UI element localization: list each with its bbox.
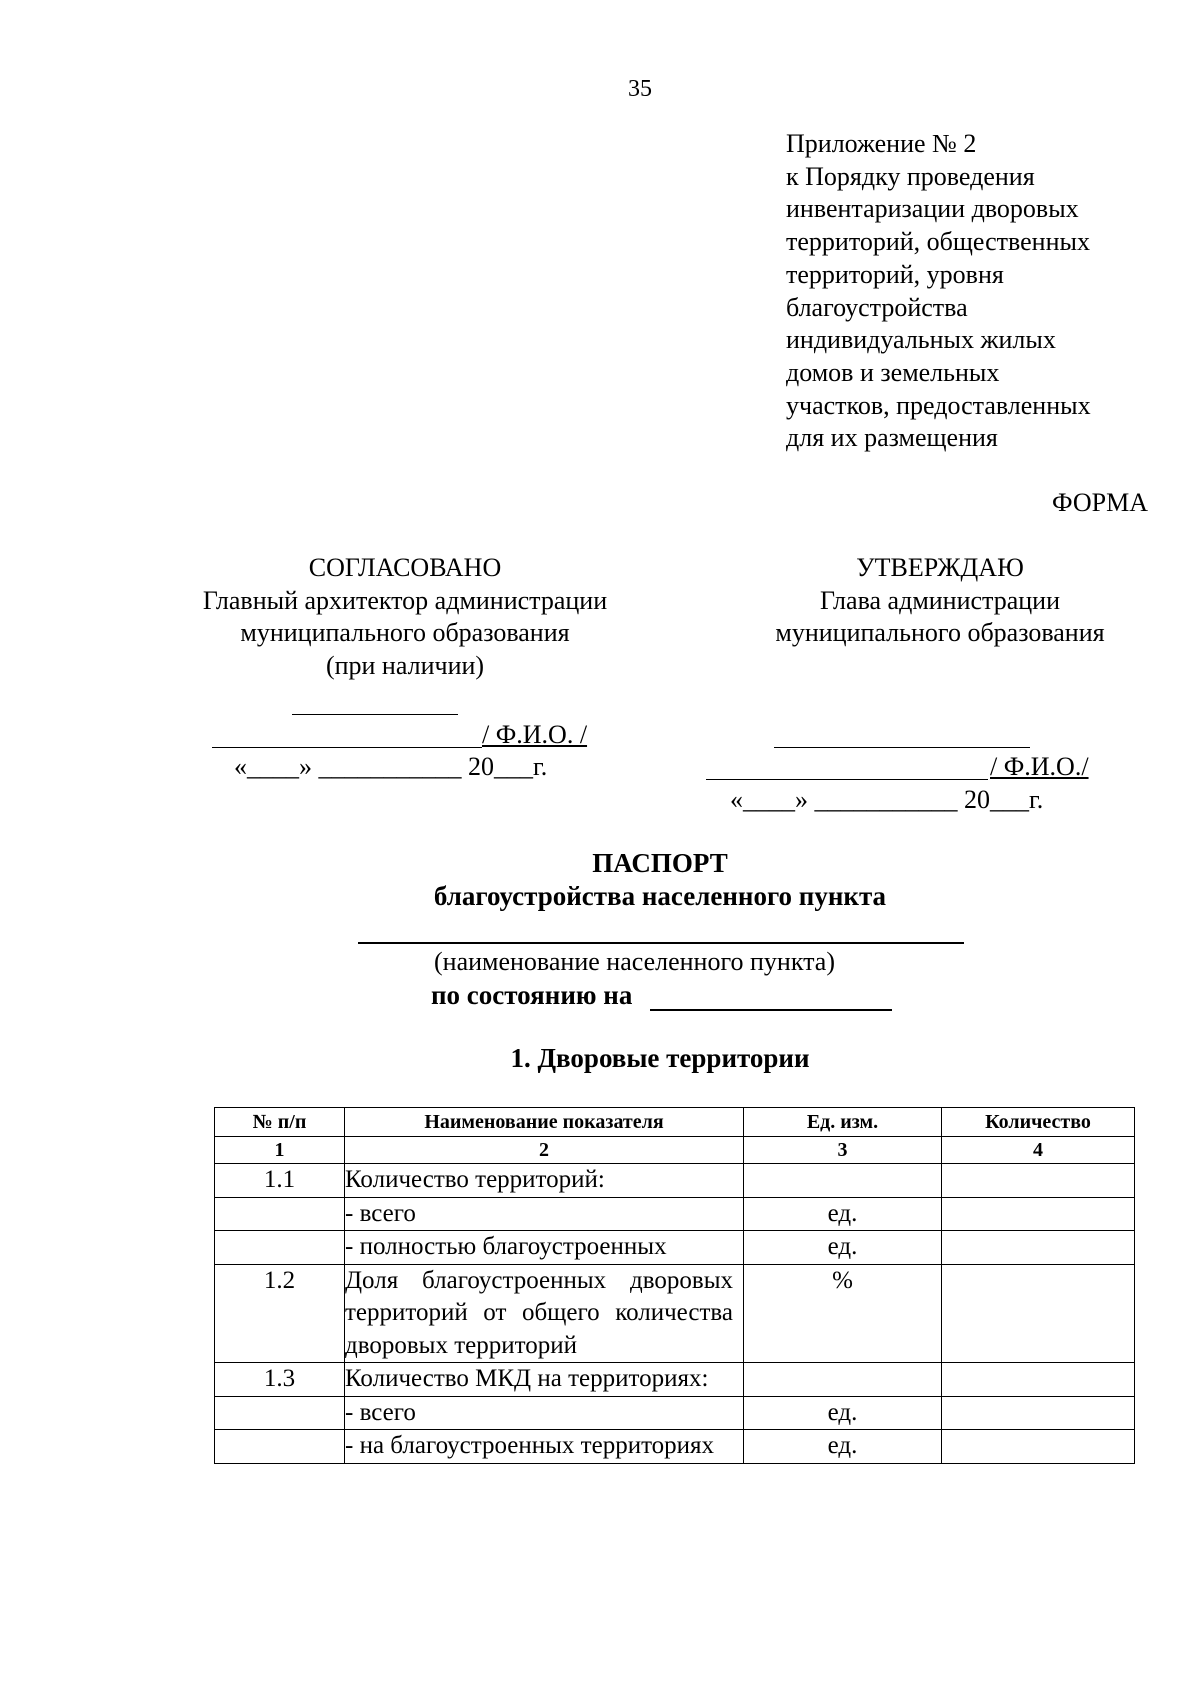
approval-right bbox=[690, 552, 1190, 650]
unit-cell bbox=[744, 1363, 942, 1397]
header-cell: Наименование показателя bbox=[345, 1108, 744, 1137]
signature-line-left bbox=[212, 747, 482, 748]
unit-cell: ед. bbox=[744, 1430, 942, 1464]
signature-line-right-short bbox=[774, 747, 1030, 748]
row-number bbox=[215, 1197, 345, 1231]
quantity-cell bbox=[942, 1264, 1135, 1363]
row-number: 1.1 bbox=[215, 1164, 345, 1198]
appendix-line: инвентаризации дворовых bbox=[786, 194, 1079, 224]
indicator-name: - полностью благоустроенных bbox=[345, 1231, 744, 1265]
unit-cell: ед. bbox=[744, 1396, 942, 1430]
approval-left-position: Главный архитектор администрации bbox=[202, 585, 608, 615]
indicator-name: - на благоустроенных территориях bbox=[345, 1430, 744, 1464]
passport-title: ПАСПОРТ bbox=[592, 848, 728, 878]
approval-right-date: «____» ___________ 20___г. bbox=[730, 785, 1044, 814]
row-number bbox=[215, 1396, 345, 1430]
quantity-cell bbox=[942, 1197, 1135, 1231]
form-label: ФОРМА bbox=[1052, 488, 1148, 517]
row-number: 1.3 bbox=[215, 1363, 345, 1397]
indicator-name: - всего bbox=[345, 1396, 744, 1430]
approval-left-org: муниципального образования bbox=[240, 618, 570, 647]
row-number bbox=[215, 1231, 345, 1265]
unit-cell bbox=[744, 1164, 942, 1198]
table-row bbox=[215, 1396, 1135, 1430]
indicator-name: - всего bbox=[345, 1197, 744, 1231]
appendix-line: участков, предоставленных bbox=[786, 390, 1091, 420]
appendix-line: территорий, общественных bbox=[786, 227, 1090, 257]
header-cell: Ед. изм. bbox=[744, 1108, 942, 1137]
unit-cell: ед. bbox=[744, 1197, 942, 1231]
indicator-name: Количество МКД на территориях: bbox=[345, 1363, 744, 1397]
appendix-line: к Порядку проведения bbox=[786, 161, 1035, 191]
table-row bbox=[215, 1264, 1135, 1363]
approval-right-heading: УТВЕРЖДАЮ bbox=[856, 553, 1024, 582]
table-row bbox=[215, 1231, 1135, 1265]
quantity-cell bbox=[942, 1164, 1135, 1198]
unit-cell: ед. bbox=[744, 1231, 942, 1265]
row-number bbox=[215, 1430, 345, 1464]
approval-left bbox=[150, 552, 660, 682]
column-number-row bbox=[215, 1137, 1135, 1164]
appendix-line: территорий, уровня bbox=[786, 259, 1004, 289]
quantity-cell bbox=[942, 1363, 1135, 1397]
appendix-line: домов и земельных bbox=[786, 357, 1000, 387]
section-title: 1. Дворовые территории bbox=[510, 1043, 810, 1073]
table-row bbox=[215, 1197, 1135, 1231]
appendix-line: индивидуальных жилых bbox=[786, 325, 1056, 355]
column-number: 1 bbox=[215, 1137, 345, 1164]
indicators-table bbox=[214, 1107, 1135, 1464]
header-cell: № п/п bbox=[215, 1108, 345, 1137]
appendix-line: Приложение № 2 bbox=[786, 129, 977, 158]
approval-right-position: Глава администрации bbox=[819, 585, 1061, 615]
signature-line-right bbox=[706, 779, 988, 780]
header-cell: Количество bbox=[942, 1108, 1135, 1137]
signature-line-left-short bbox=[292, 714, 458, 715]
page-number: 35 bbox=[628, 76, 652, 102]
quantity-cell bbox=[942, 1396, 1135, 1430]
column-number: 2 bbox=[345, 1137, 744, 1164]
appendix-note bbox=[786, 128, 1091, 455]
approval-right-fio: / Ф.И.О./ bbox=[990, 752, 1089, 781]
column-number: 4 bbox=[942, 1137, 1135, 1164]
settlement-name-line bbox=[358, 942, 964, 944]
appendix-line: благоустройства bbox=[786, 292, 968, 322]
state-date-line bbox=[650, 1009, 892, 1011]
approval-left-date: «____» ___________ 20___г. bbox=[234, 752, 548, 781]
quantity-cell bbox=[942, 1430, 1135, 1464]
row-number: 1.2 bbox=[215, 1264, 345, 1363]
approval-left-fio: / Ф.И.О. / bbox=[482, 720, 588, 749]
table-row bbox=[215, 1430, 1135, 1464]
appendix-line: для их размещения bbox=[786, 423, 998, 453]
approval-left-note: (при наличии) bbox=[325, 650, 485, 680]
state-date-label: по состоянию на bbox=[431, 980, 633, 1010]
indicator-name: Количество территорий: bbox=[345, 1164, 744, 1198]
unit-cell: % bbox=[744, 1264, 942, 1363]
column-number: 3 bbox=[744, 1137, 942, 1164]
table-row bbox=[215, 1164, 1135, 1198]
passport-subtitle: благоустройства населенного пункта bbox=[433, 881, 887, 911]
approval-left-heading: СОГЛАСОВАНО bbox=[308, 553, 502, 582]
quantity-cell bbox=[942, 1231, 1135, 1265]
table-row bbox=[215, 1363, 1135, 1397]
indicator-name: Доля благоустроенных дворовых территорий от общего количества дворовых территорий bbox=[345, 1264, 744, 1363]
approval-right-org: муниципального образования bbox=[775, 618, 1105, 647]
settlement-name-caption: (наименование населенного пункта) bbox=[434, 947, 835, 976]
table-header-row bbox=[215, 1108, 1135, 1137]
